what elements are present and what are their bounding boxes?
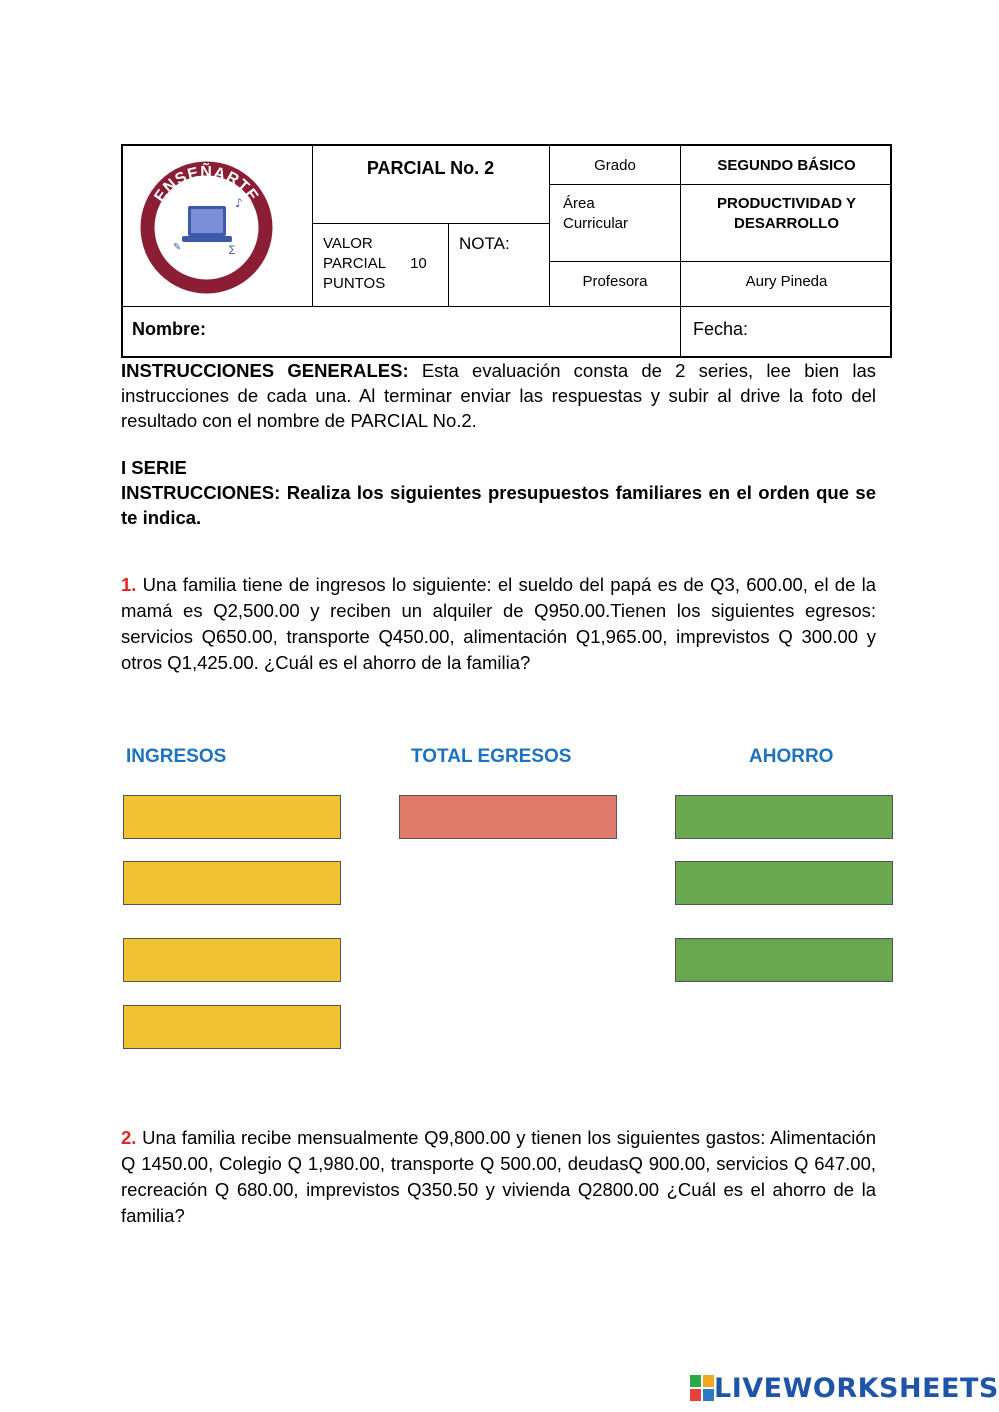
fecha-label: Fecha:	[693, 319, 749, 339]
profesora-label: Profesora	[582, 273, 648, 290]
ingresos-answer-box[interactable]	[123, 1005, 341, 1049]
general-instructions-text: Esta evaluación consta de 2 series, lee bien las instrucciones de cada una. Al terminar enviar las respuestas y subir al drive la foto del resultado con el nombre de PARCIAL No.2.	[121, 360, 877, 431]
liveworksheets-brand	[690, 1372, 999, 1404]
general-instructions-lead: INSTRUCCIONES GENERALES:	[121, 360, 409, 381]
divider	[549, 184, 892, 185]
general-instructions	[121, 358, 876, 433]
ingresos-answer-box[interactable]	[123, 795, 341, 839]
problem-number: 2.	[121, 1127, 137, 1148]
divider	[312, 223, 549, 224]
header-table	[121, 144, 892, 358]
grado-label: Grado	[594, 157, 636, 174]
ahorro-answer-box[interactable]	[675, 938, 893, 982]
egresos-heading: TOTAL EGRESOS	[411, 746, 572, 767]
problem-1	[121, 572, 876, 676]
ingresos-answer-box[interactable]	[123, 861, 341, 905]
ingresos-heading: INGRESOS	[126, 746, 227, 767]
problem-text: Una familia recibe mensualmente Q9,800.00 y tienen los siguientes gastos: Alimentación Q 1450.00, Colegio Q 1,980.00, transporte Q 500.00, deudasQ 900.00, servicios Q 647.00, recreación Q 680.00, imprevistos Q350.50 y vivienda Q2800.00 ¿Cuál es el ahorro de la familia?	[121, 1127, 876, 1226]
ingresos-answer-box[interactable]	[123, 938, 341, 982]
problem-2	[121, 1125, 876, 1229]
exam-title: PARCIAL No. 2	[366, 158, 495, 178]
svg-text:∑: ∑	[229, 245, 236, 255]
logo-name: ENSEÑARTE	[151, 164, 262, 206]
divider	[549, 261, 892, 262]
valor-line: PUNTOS	[323, 275, 386, 292]
svg-text:✎: ✎	[173, 242, 182, 253]
valor-line: VALOR	[323, 235, 373, 252]
divider	[123, 306, 892, 307]
profesora-value: Aury Pineda	[745, 273, 828, 290]
brand-name: LIVEWORKSHEETS	[714, 1372, 999, 1404]
ahorro-heading: AHORRO	[749, 746, 834, 767]
area-label: Área Curricular	[563, 195, 629, 232]
valor-line: PARCIAL 10	[323, 255, 427, 272]
serie-title: I SERIE	[121, 457, 187, 478]
liveworksheets-logo-icon	[690, 1375, 714, 1401]
valor-parcial	[323, 234, 443, 294]
problem-text: Una familia tiene de ingresos lo siguiente: el sueldo del papá es de Q3, 600.00, el de la mamá es Q2,500.00 y reciben un alquiler de Q950.00.Tienen los siguientes egresos: servicios Q650.00, transporte Q450.00, alimentación Q1,965.00, imprevistos Q 300.00 y otros Q1,425.00. ¿Cuál es el ahorro de la familia?	[121, 574, 876, 673]
grado-value: SEGUNDO BÁSICO	[717, 157, 856, 174]
divider	[448, 223, 449, 306]
school-logo	[139, 160, 274, 295]
logo-subtitle: Home Schooling	[163, 248, 250, 280]
ahorro-answer-box[interactable]	[675, 861, 893, 905]
valor-points: 10	[410, 255, 427, 272]
problem-number: 1.	[121, 574, 137, 595]
ahorro-answer-box[interactable]	[675, 795, 893, 839]
egresos-answer-box[interactable]	[399, 795, 617, 839]
nota-label: NOTA:	[459, 234, 510, 253]
serie-instructions: INSTRUCCIONES: Realiza los siguientes presupuestos familiares en el orden que se te indica.	[121, 482, 876, 528]
area-value: PRODUCTIVIDAD Y DESARROLLO	[717, 195, 856, 232]
svg-text:♪: ♪	[235, 196, 243, 210]
divider	[680, 146, 681, 358]
nombre-label: Nombre:	[132, 319, 207, 339]
